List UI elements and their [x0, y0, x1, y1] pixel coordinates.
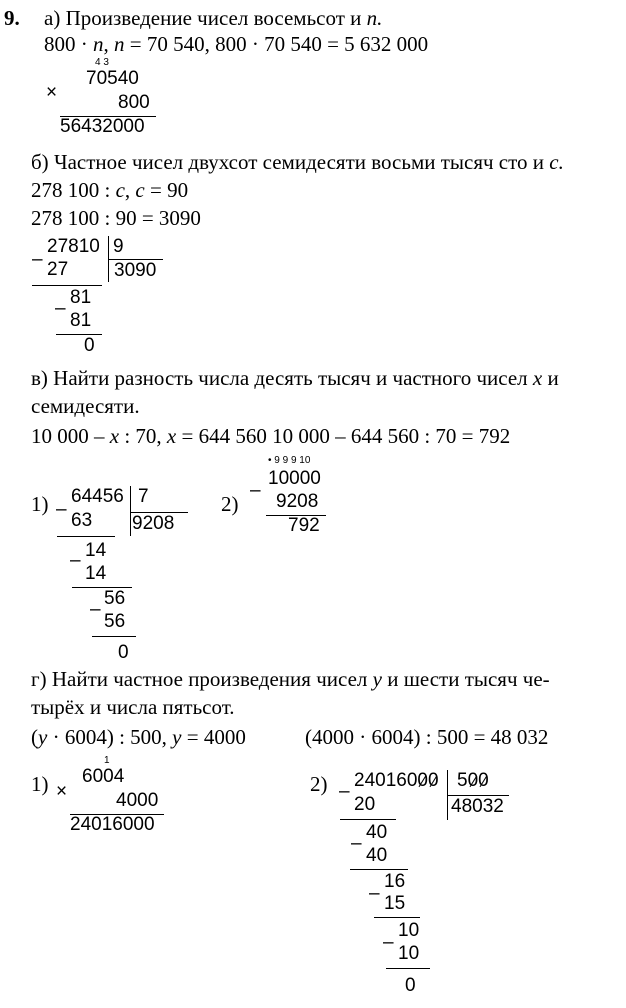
div-b-step: 81: [70, 287, 92, 308]
div-b-step: 81: [70, 310, 92, 331]
div-b-line: [56, 334, 102, 335]
mult-d-carry: 1: [104, 755, 110, 766]
div-d-step: 40: [366, 822, 388, 843]
expr-text: ,: [124, 178, 136, 202]
div-d-step: 15: [384, 893, 406, 914]
div-d-step: 40: [366, 845, 388, 866]
mult-d-top: 6004: [82, 766, 125, 787]
div-d-crossed-zero: 0: [478, 770, 489, 791]
div-d-step: 10: [398, 943, 420, 964]
part-b-title: Частное чисел двухсот семидесяти восьми тысяч сто и: [53, 150, 550, 174]
minus-sign: –: [250, 480, 261, 501]
expr-text: = 644 560 10 000 – 644 560 : 70 = 792: [176, 424, 511, 448]
part-d-expression-1: [31, 725, 246, 749]
div-c-quotient: 9208: [132, 513, 175, 534]
div-d-divisor: [457, 770, 489, 792]
part-b-expression-1: [31, 178, 188, 202]
expr-var: y: [38, 725, 48, 749]
div-c-step: 14: [85, 563, 107, 584]
div-c-line: [92, 636, 136, 637]
minus-sign: –: [55, 298, 66, 319]
part-b-label: б): [31, 150, 49, 174]
div-d-line: [340, 819, 396, 820]
part-c-step2-label: 2): [221, 492, 239, 516]
problem-number: 9.: [4, 6, 20, 30]
div-c-dividend: 64456: [71, 486, 124, 507]
expr-var: n: [114, 32, 125, 56]
div-b-quotient: 3090: [114, 260, 157, 281]
sub-c-borrow-dots: • 9 9 9 10: [268, 455, 311, 466]
div-d-line: [374, 917, 420, 918]
part-d-step1-label: 1): [31, 772, 49, 796]
part-b-title-var: c.: [549, 150, 564, 174]
minus-sign: –: [90, 599, 101, 620]
mult-a-sign: ×: [46, 82, 58, 103]
part-c-step1-label: 1): [31, 492, 49, 516]
mult-a-bottom: 800: [118, 92, 150, 113]
mult-a-carry: 4 3: [95, 57, 109, 68]
sub-c-minuend: 10000: [268, 468, 321, 489]
part-d-title-end: и шести тысяч че-: [381, 667, 550, 691]
minus-sign: –: [56, 499, 67, 520]
expr-text: 278 100 :: [31, 178, 116, 202]
part-d-title: Найти частное произведения чисел: [51, 667, 373, 691]
part-d-heading-2: тырёх и числа пятьсот.: [31, 695, 235, 719]
minus-sign: –: [339, 781, 350, 802]
div-d-step: 10: [398, 920, 420, 941]
part-a-title: Произведение чисел восемьсот и: [65, 6, 367, 30]
expr-text: : 70,: [119, 424, 167, 448]
div-d-crossed-zero: 0: [467, 770, 479, 791]
div-c-remainder: 0: [118, 642, 129, 663]
minus-sign: –: [351, 833, 362, 854]
div-d-dividend-digits: 240160: [354, 770, 418, 791]
div-b-dividend: 27810: [47, 236, 100, 257]
div-c-step: 63: [71, 510, 93, 531]
expr-text: 800 ·: [44, 32, 93, 56]
minus-sign: –: [32, 249, 43, 270]
part-c-title-var: x: [532, 366, 543, 390]
div-c-step: 56: [104, 611, 126, 632]
part-c-heading-1: [31, 366, 559, 390]
minus-sign: –: [70, 550, 81, 571]
part-a-label: а): [44, 6, 61, 30]
div-d-step: 20: [354, 794, 376, 815]
div-c-divisor: 7: [138, 486, 149, 507]
part-d-heading-1: [31, 667, 550, 691]
div-c-line: [57, 536, 115, 537]
expr-var: x: [166, 424, 177, 448]
mult-a-top: 70540: [86, 68, 139, 89]
div-d-crossed-zero: 0: [427, 770, 439, 791]
div-b-line: [32, 285, 102, 286]
mult-d-bottom: 4000: [116, 790, 159, 811]
div-c-step: 14: [85, 540, 107, 561]
part-d-step2-label: 2): [310, 772, 328, 796]
div-c-step: 56: [104, 588, 126, 609]
div-b-remainder: 0: [84, 335, 95, 356]
div-d-remainder: 0: [405, 975, 416, 996]
expr-text: · 6004) : 500,: [47, 725, 173, 749]
mult-a-result: 56432000: [60, 116, 145, 137]
div-d-line: [350, 869, 408, 870]
expr-text: = 4000: [181, 725, 246, 749]
div-b-step: 27: [47, 259, 69, 280]
expr-var: x: [109, 424, 120, 448]
part-a-title-var: n.: [366, 6, 383, 30]
part-c-label: в): [31, 366, 48, 390]
mult-d-result: 24016000: [70, 814, 155, 835]
expr-var: c: [135, 178, 145, 202]
expr-var: n: [93, 32, 104, 56]
part-c-heading-2: семидесяти.: [31, 394, 140, 418]
expr-text: ,: [103, 32, 114, 56]
expr-text: = 90: [144, 178, 189, 202]
part-d-title-var: y: [372, 667, 382, 691]
part-d-label: г): [31, 667, 47, 691]
div-d-quotient: 48032: [451, 796, 504, 817]
div-c-vertical: [130, 486, 131, 536]
div-d-line: [386, 968, 430, 969]
sub-c-result: 792: [288, 515, 320, 536]
mult-d-sign: ×: [56, 781, 68, 802]
expr-text: (: [31, 725, 38, 749]
sub-c-subtrahend: 9208: [276, 491, 319, 512]
part-c-title: Найти разность числа десять тысяч и частного чисел: [53, 366, 533, 390]
minus-sign: –: [369, 883, 380, 904]
div-d-divisor-digit: 5: [457, 770, 468, 791]
expr-text: = 70 540, 800 · 70 540 = 5 632 000: [124, 32, 429, 56]
part-b-heading: [31, 150, 564, 174]
expr-var: c: [115, 178, 125, 202]
div-b-divisor: 9: [113, 236, 124, 257]
part-a-expression: [44, 32, 428, 56]
expr-var: y: [172, 725, 182, 749]
part-c-title-end: и: [542, 366, 559, 390]
div-d-dividend: [354, 770, 439, 792]
expr-text: 10 000 –: [31, 424, 110, 448]
part-a-heading: [44, 6, 382, 30]
minus-sign: –: [383, 932, 394, 953]
part-b-expression-2: 278 100 : 90 = 3090: [31, 206, 201, 230]
part-c-expression: [31, 424, 510, 448]
div-d-crossed-zero: 0: [417, 770, 428, 791]
div-d-step: 16: [384, 871, 406, 892]
part-d-expression-2: (4000 · 6004) : 500 = 48 032: [305, 725, 549, 749]
